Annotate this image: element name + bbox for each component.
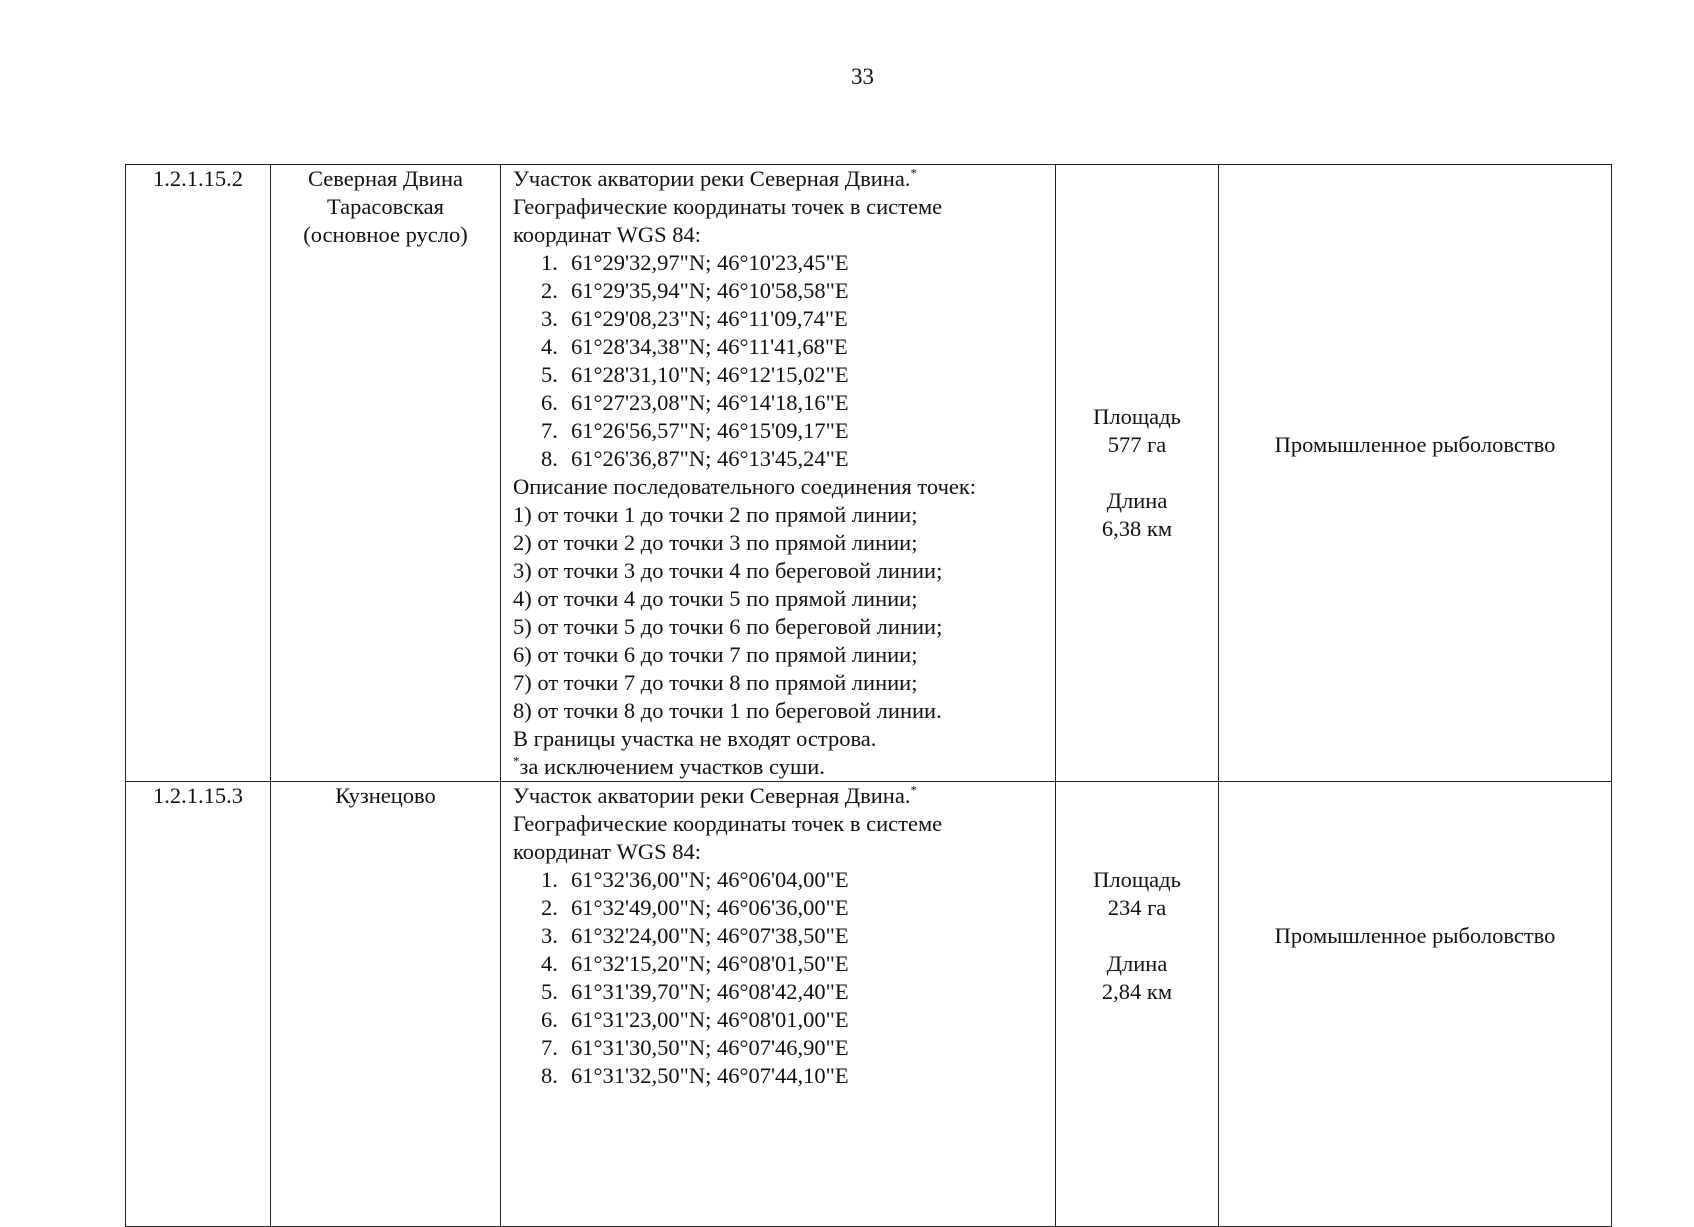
table-row: [126, 165, 1612, 782]
list-item: 5. 61°31'39,70"N; 46°08'42,40"E: [541, 979, 849, 1004]
list-item: 5. 61°28'31,10"N; 46°12'15,02"E: [541, 362, 849, 387]
list-item: 7) от точки 7 до точки 8 по прямой линии;: [513, 670, 918, 695]
list-item: 8. 61°26'36,87"N; 46°13'45,24"E: [541, 446, 849, 471]
list-item: 3. 61°32'24,00"N; 46°07'38,50"E: [541, 923, 849, 948]
list-item: 6. 61°27'23,08"N; 46°14'18,16"E: [541, 390, 849, 415]
area-label: Площадь: [1093, 404, 1181, 429]
row-number-cell: [126, 165, 271, 782]
list-item: 5) от точки 5 до точки 6 по береговой линии;: [513, 614, 943, 639]
list-item: 1. 61°32'36,00"N; 46°06'04,00"E: [541, 867, 849, 892]
list-item: 8. 61°31'32,50"N; 46°07'44,10"E: [541, 1063, 849, 1088]
area-value: 234 га: [1107, 895, 1167, 920]
coord-intro: Географические координаты точек в системе: [513, 194, 943, 219]
usage-type: Промышленное рыболовство: [1274, 432, 1556, 457]
list-item: 2. 61°29'35,94"N; 46°10'58,58"E: [541, 278, 849, 303]
page-number: 33: [851, 64, 874, 89]
footnote-mark: *: [910, 165, 917, 181]
area-metrics-cell: [1056, 782, 1219, 1227]
coordinate-list: [513, 866, 1055, 1090]
length-label: Длина: [1106, 951, 1168, 976]
coord-intro: координат WGS 84:: [513, 839, 702, 864]
row-number-cell: [126, 782, 271, 1227]
length-value: 6,38 км: [1101, 516, 1173, 541]
description-title: Участок акватории реки Северная Двина.*: [513, 782, 917, 808]
area-description-cell: [501, 782, 1056, 1227]
footnote-mark: *: [513, 753, 520, 769]
islands-note: В границы участка не входят острова.: [513, 726, 877, 751]
list-item: 6) от точки 6 до точки 7 по прямой линии;: [513, 642, 918, 667]
list-item: 4) от точки 4 до точки 5 по прямой линии;: [513, 586, 918, 611]
list-item: 4. 61°28'34,38"N; 46°11'41,68"E: [541, 334, 848, 359]
area-name-line: Северная Двина: [307, 166, 464, 191]
fishing-areas-table: [125, 164, 1612, 1227]
list-item: 7. 61°31'30,50"N; 46°07'46,90"E: [541, 1035, 849, 1060]
list-item: 7. 61°26'56,57"N; 46°15'09,17"E: [541, 418, 849, 443]
list-item: 3. 61°29'08,23"N; 46°11'09,74"E: [541, 306, 848, 331]
row-number: 1.2.1.15.3: [153, 783, 243, 808]
area-name-line: Кузнецово: [335, 783, 436, 808]
area-name-line: Тарасовская: [326, 194, 445, 219]
description-title: Участок акватории реки Северная Двина.*: [513, 165, 917, 191]
list-item: 2. 61°32'49,00"N; 46°06'36,00"E: [541, 895, 849, 920]
usage-type: Промышленное рыболовство: [1274, 923, 1556, 948]
segment-list: [513, 501, 1055, 725]
coord-intro: Географические координаты точек в системе: [513, 811, 943, 836]
list-item: 8) от точки 8 до точки 1 по береговой линии.: [513, 698, 942, 723]
list-item: 1) от точки 1 до точки 2 по прямой линии;: [513, 502, 918, 527]
list-item: 1. 61°29'32,97"N; 46°10'23,45"E: [541, 250, 849, 275]
list-item: 3) от точки 3 до точки 4 по береговой линии;: [513, 558, 943, 583]
area-name-cell: [271, 782, 501, 1227]
list-item: 6. 61°31'23,00"N; 46°08'01,00"E: [541, 1007, 849, 1032]
area-name-cell: [271, 165, 501, 782]
footnote: *за исключением участков суши.: [513, 753, 825, 779]
length-label: Длина: [1106, 488, 1168, 513]
list-item: 4. 61°32'15,20"N; 46°08'01,50"E: [541, 951, 849, 976]
usage-cell: [1219, 165, 1612, 782]
coord-intro: координат WGS 84:: [513, 222, 702, 247]
area-value: 577 га: [1107, 432, 1167, 457]
area-label: Площадь: [1093, 867, 1181, 892]
usage-cell: [1219, 782, 1612, 1227]
length-value: 2,84 км: [1101, 979, 1173, 1004]
list-item: 2) от точки 2 до точки 3 по прямой линии;: [513, 530, 918, 555]
area-name-line: (основное русло): [303, 222, 468, 247]
row-number: 1.2.1.15.2: [153, 166, 243, 191]
footnote-mark: *: [910, 782, 917, 798]
table-row: [126, 782, 1612, 1227]
area-description-cell: [501, 165, 1056, 782]
coordinate-list: [513, 249, 1055, 473]
segments-intro: Описание последовательного соединения точек:: [513, 474, 977, 499]
area-metrics-cell: [1056, 165, 1219, 782]
